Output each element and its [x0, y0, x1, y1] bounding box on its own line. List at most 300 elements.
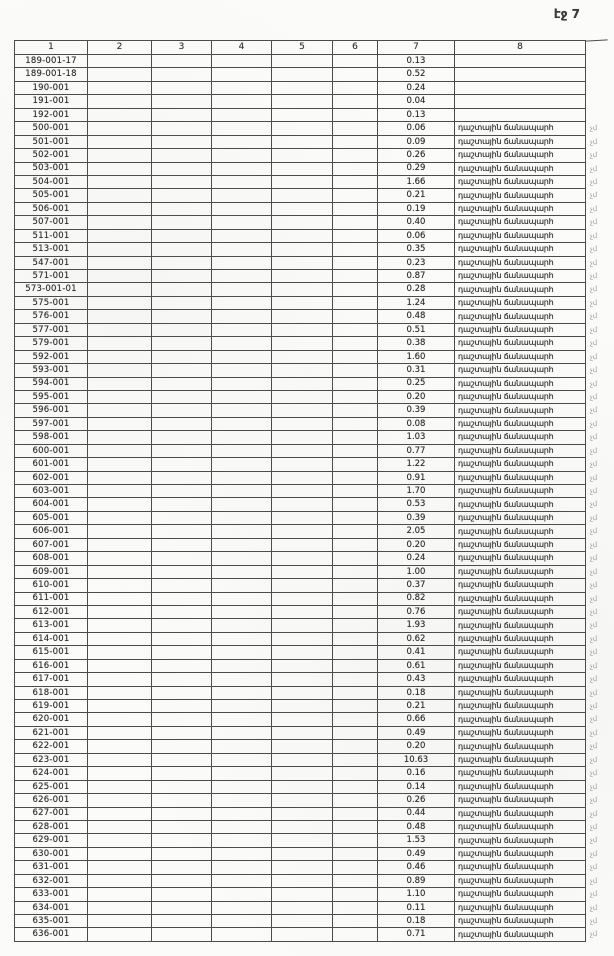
empty-cell: [333, 525, 378, 538]
empty-cell: [272, 700, 333, 713]
area-value: 0.13: [378, 55, 455, 68]
margin-mark: չմ: [589, 782, 598, 792]
empty-cell: [88, 848, 152, 861]
empty-cell: [152, 216, 212, 229]
margin-mark: չմ: [589, 231, 598, 241]
table-row: [14, 297, 608, 310]
empty-cell: [88, 337, 152, 350]
area-value: 0.48: [378, 310, 455, 323]
parcel-id: 605-001: [14, 512, 88, 525]
land-use-note: դաշտային ճանապարհ: [455, 888, 586, 901]
empty-cell: [333, 633, 378, 646]
land-use-note: [455, 82, 586, 95]
area-value: 0.37: [378, 579, 455, 592]
margin-mark: չմ: [589, 272, 598, 281]
land-use-note: դաշտային ճանապարհ: [455, 243, 586, 256]
table-row: [14, 230, 608, 243]
land-use-note: դաշտային ճանապարհ: [455, 163, 586, 176]
empty-cell: [272, 364, 333, 377]
column-header-8: 8: [455, 40, 586, 55]
empty-cell: [152, 848, 212, 861]
empty-cell: [88, 875, 152, 888]
empty-cell: [88, 888, 152, 901]
table-row: [14, 283, 608, 296]
empty-cell: [272, 512, 333, 525]
table-row: [14, 257, 608, 270]
empty-cell: [212, 619, 272, 632]
land-use-note: դաշտային ճանապարհ: [455, 297, 586, 310]
empty-cell: [88, 902, 152, 915]
area-value: 10.63: [378, 754, 455, 767]
margin-mark: չմ: [589, 178, 598, 187]
margin-mark: չմ: [589, 191, 598, 200]
area-value: 0.18: [378, 915, 455, 928]
table-row: [14, 68, 608, 81]
empty-cell: [152, 364, 212, 377]
empty-cell: [212, 781, 272, 794]
land-use-note: դաշտային ճանապարհ: [455, 176, 586, 189]
table-row: [14, 176, 608, 189]
column-header-3: 3: [152, 40, 212, 55]
margin-mark: չմ: [589, 890, 598, 899]
table-row: [14, 378, 608, 391]
parcel-id: 547-001: [14, 257, 88, 270]
table-row: [14, 391, 608, 404]
empty-cell: [88, 767, 152, 780]
empty-cell: [212, 378, 272, 391]
empty-cell: [272, 297, 333, 310]
margin-mark: չմ: [589, 930, 598, 940]
empty-cell: [88, 781, 152, 794]
parcel-id: 596-001: [14, 404, 88, 417]
empty-cell: [88, 633, 152, 646]
parcel-id: 626-001: [14, 794, 88, 807]
empty-cell: [333, 700, 378, 713]
area-value: 0.06: [378, 122, 455, 135]
empty-cell: [333, 646, 378, 659]
table-row: [14, 606, 608, 619]
area-value: 1.22: [378, 458, 455, 471]
empty-cell: [272, 834, 333, 847]
empty-cell: [88, 619, 152, 632]
empty-cell: [212, 539, 272, 552]
empty-cell: [333, 727, 378, 740]
empty-cell: [272, 109, 333, 122]
empty-cell: [272, 727, 333, 740]
land-use-note: դաշտային ճանապարհ: [455, 216, 586, 229]
empty-cell: [212, 646, 272, 659]
empty-cell: [333, 337, 378, 350]
empty-cell: [152, 767, 212, 780]
margin-mark: չմ: [589, 608, 598, 617]
margin-mark: չմ: [589, 473, 598, 483]
empty-cell: [272, 176, 333, 189]
empty-cell: [333, 458, 378, 471]
table-row: [14, 203, 608, 216]
margin-mark: չմ: [589, 917, 598, 926]
empty-cell: [88, 579, 152, 592]
table-row: [14, 364, 608, 377]
parcel-id: 604-001: [14, 498, 88, 511]
margin-mark: չմ: [589, 258, 598, 268]
margin-mark: չմ: [589, 325, 598, 335]
table-row: [14, 445, 608, 458]
land-use-note: դաշտային ճանապարհ: [455, 619, 586, 632]
empty-cell: [152, 673, 212, 686]
empty-cell: [333, 203, 378, 216]
land-use-note: դաշտային ճանապարհ: [455, 633, 586, 646]
empty-cell: [212, 216, 272, 229]
land-use-note: դաշտային ճանապարհ: [455, 404, 586, 417]
empty-cell: [88, 593, 152, 606]
empty-cell: [212, 391, 272, 404]
empty-cell: [212, 203, 272, 216]
parcel-id: 634-001: [14, 902, 88, 915]
empty-cell: [272, 68, 333, 81]
table-row: [14, 808, 608, 821]
empty-cell: [152, 593, 212, 606]
empty-cell: [333, 378, 378, 391]
table-row: [14, 767, 608, 780]
empty-cell: [272, 606, 333, 619]
empty-cell: [88, 754, 152, 767]
area-value: 0.26: [378, 149, 455, 162]
empty-cell: [212, 82, 272, 95]
column-header-1: 1: [14, 40, 88, 55]
parcel-id: 635-001: [14, 915, 88, 928]
empty-cell: [152, 861, 212, 874]
empty-cell: [333, 552, 378, 565]
parcel-id: 592-001: [14, 351, 88, 364]
empty-cell: [152, 579, 212, 592]
margin-mark: չմ: [589, 796, 598, 805]
empty-cell: [152, 539, 212, 552]
empty-cell: [272, 230, 333, 243]
empty-cell: [272, 136, 333, 149]
margin-mark: չմ: [589, 688, 598, 698]
empty-cell: [272, 458, 333, 471]
margin-mark: չմ: [589, 621, 598, 630]
empty-cell: [212, 324, 272, 337]
table-row: [14, 781, 608, 794]
land-use-note: դաշտային ճանապարհ: [455, 579, 586, 592]
parcel-id: 614-001: [14, 633, 88, 646]
table-row: [14, 310, 608, 323]
empty-cell: [212, 68, 272, 81]
margin-mark: չմ: [589, 554, 598, 563]
parcel-id: 612-001: [14, 606, 88, 619]
empty-cell: [272, 283, 333, 296]
empty-cell: [88, 230, 152, 243]
land-use-note: դաշտային ճանապարհ: [455, 861, 586, 874]
table-row: [14, 660, 608, 673]
table-row: [14, 646, 608, 659]
land-use-note: դաշտային ճանապարհ: [455, 794, 586, 807]
empty-cell: [88, 95, 152, 108]
empty-cell: [88, 512, 152, 525]
empty-cell: [333, 928, 378, 941]
empty-cell: [88, 525, 152, 538]
area-value: 0.23: [378, 257, 455, 270]
area-value: 0.09: [378, 136, 455, 149]
empty-cell: [88, 216, 152, 229]
area-value: 0.13: [378, 109, 455, 122]
empty-cell: [88, 351, 152, 364]
parcel-id: 191-001: [14, 95, 88, 108]
table-row: [14, 82, 608, 95]
land-use-note: [455, 68, 586, 81]
empty-cell: [333, 619, 378, 632]
empty-cell: [272, 189, 333, 202]
empty-cell: [272, 579, 333, 592]
empty-cell: [333, 754, 378, 767]
header-gutter: [586, 39, 609, 55]
land-use-note: դաշտային ճանապարհ: [455, 310, 586, 323]
empty-cell: [333, 431, 378, 444]
empty-cell: [212, 297, 272, 310]
empty-cell: [333, 566, 378, 579]
empty-cell: [152, 163, 212, 176]
area-value: 0.20: [378, 539, 455, 552]
empty-cell: [88, 552, 152, 565]
empty-cell: [333, 875, 378, 888]
area-value: 1.10: [378, 888, 455, 901]
area-value: 0.40: [378, 216, 455, 229]
margin-mark: չմ: [589, 218, 598, 227]
parcel-id: 636-001: [14, 928, 88, 941]
empty-cell: [272, 539, 333, 552]
area-value: 0.52: [378, 68, 455, 81]
land-use-note: դաշտային ճանապարհ: [455, 848, 586, 861]
empty-cell: [212, 163, 272, 176]
empty-cell: [212, 418, 272, 431]
parcel-id: 189-001-17: [14, 55, 88, 68]
empty-cell: [212, 875, 272, 888]
margin-mark: չմ: [589, 540, 598, 550]
empty-cell: [152, 297, 212, 310]
parcel-id: 615-001: [14, 646, 88, 659]
area-value: 0.76: [378, 606, 455, 619]
parcel-id: 613-001: [14, 619, 88, 632]
empty-cell: [333, 808, 378, 821]
area-value: 1.03: [378, 431, 455, 444]
empty-cell: [333, 660, 378, 673]
empty-cell: [333, 593, 378, 606]
empty-cell: [333, 418, 378, 431]
margin-mark: չմ: [589, 151, 598, 160]
table-row: [14, 821, 608, 834]
empty-cell: [272, 781, 333, 794]
empty-cell: [272, 418, 333, 431]
empty-cell: [272, 808, 333, 821]
empty-cell: [152, 700, 212, 713]
table-row: [14, 324, 608, 337]
empty-cell: [152, 270, 212, 283]
parcel-id: 575-001: [14, 297, 88, 310]
empty-cell: [212, 566, 272, 579]
parcel-id: 601-001: [14, 458, 88, 471]
margin-mark: չմ: [589, 823, 598, 832]
parcel-id: 507-001: [14, 216, 88, 229]
margin-mark: չմ: [589, 205, 598, 214]
empty-cell: [152, 283, 212, 296]
parcel-id: 501-001: [14, 136, 88, 149]
empty-cell: [212, 283, 272, 296]
empty-cell: [212, 136, 272, 149]
empty-cell: [212, 122, 272, 135]
empty-cell: [333, 216, 378, 229]
empty-cell: [88, 431, 152, 444]
empty-cell: [212, 794, 272, 807]
empty-cell: [212, 364, 272, 377]
empty-cell: [272, 378, 333, 391]
empty-cell: [88, 203, 152, 216]
empty-cell: [212, 445, 272, 458]
empty-cell: [152, 888, 212, 901]
empty-cell: [333, 472, 378, 485]
empty-cell: [88, 928, 152, 941]
parcel-id: 620-001: [14, 713, 88, 726]
margin-mark: չմ: [589, 514, 598, 523]
table-body: [14, 55, 608, 942]
parcel-id: 619-001: [14, 700, 88, 713]
area-value: 1.60: [378, 351, 455, 364]
area-value: 0.43: [378, 673, 455, 686]
area-value: 0.46: [378, 861, 455, 874]
empty-cell: [152, 740, 212, 753]
empty-cell: [152, 176, 212, 189]
area-value: 0.39: [378, 512, 455, 525]
empty-cell: [88, 149, 152, 162]
land-use-note: դաշտային ճանապարհ: [455, 378, 586, 391]
empty-cell: [88, 163, 152, 176]
land-use-note: դաշտային ճանապարհ: [455, 337, 586, 350]
table-row: [14, 95, 608, 108]
empty-cell: [152, 566, 212, 579]
land-use-note: դաշտային ճանապարհ: [455, 136, 586, 149]
empty-cell: [333, 767, 378, 780]
empty-cell: [212, 673, 272, 686]
margin-mark: չմ: [589, 863, 598, 872]
table-row: [14, 122, 608, 135]
column-header-4: 4: [212, 40, 272, 55]
margin-mark: չմ: [589, 379, 598, 389]
empty-cell: [333, 163, 378, 176]
table-row: [14, 351, 608, 364]
empty-cell: [152, 404, 212, 417]
empty-cell: [272, 270, 333, 283]
empty-cell: [333, 902, 378, 915]
empty-cell: [88, 606, 152, 619]
land-use-note: դաշտային ճանապարհ: [455, 230, 586, 243]
empty-cell: [212, 404, 272, 417]
parcel-id: 503-001: [14, 163, 88, 176]
margin-mark: չմ: [589, 648, 598, 657]
empty-cell: [212, 472, 272, 485]
table-row: [14, 875, 608, 888]
empty-cell: [152, 808, 212, 821]
empty-cell: [333, 713, 378, 726]
empty-cell: [152, 512, 212, 525]
empty-cell: [333, 55, 378, 68]
empty-cell: [152, 68, 212, 81]
empty-cell: [272, 861, 333, 874]
empty-cell: [88, 176, 152, 189]
empty-cell: [152, 781, 212, 794]
parcel-id: 593-001: [14, 364, 88, 377]
empty-cell: [333, 485, 378, 498]
empty-cell: [88, 418, 152, 431]
empty-cell: [272, 445, 333, 458]
empty-cell: [272, 875, 333, 888]
table-row: [14, 902, 608, 915]
land-use-note: դաշտային ճանապարհ: [455, 660, 586, 673]
empty-cell: [88, 646, 152, 659]
empty-cell: [333, 888, 378, 901]
area-value: 1.24: [378, 297, 455, 310]
empty-cell: [272, 754, 333, 767]
area-value: 0.21: [378, 700, 455, 713]
land-use-note: դաշտային ճանապարհ: [455, 673, 586, 686]
empty-cell: [152, 633, 212, 646]
empty-cell: [212, 606, 272, 619]
empty-cell: [88, 122, 152, 135]
land-use-note: դաշտային ճանապարհ: [455, 189, 586, 202]
empty-cell: [152, 351, 212, 364]
empty-cell: [88, 136, 152, 149]
empty-cell: [212, 498, 272, 511]
empty-cell: [272, 498, 333, 511]
empty-cell: [88, 673, 152, 686]
empty-cell: [152, 431, 212, 444]
empty-cell: [152, 821, 212, 834]
table-row: [14, 418, 608, 431]
margin-mark: չմ: [589, 850, 598, 859]
empty-cell: [152, 458, 212, 471]
empty-cell: [152, 915, 212, 928]
empty-cell: [88, 283, 152, 296]
empty-cell: [272, 888, 333, 901]
land-use-note: դաշտային ճանապարհ: [455, 525, 586, 538]
parcel-id: 504-001: [14, 176, 88, 189]
margin-mark: չմ: [589, 661, 598, 671]
table-row: [14, 472, 608, 485]
area-value: 0.20: [378, 740, 455, 753]
table-row: [14, 458, 608, 471]
empty-cell: [88, 68, 152, 81]
empty-cell: [152, 378, 212, 391]
empty-cell: [333, 848, 378, 861]
table-row: [14, 848, 608, 861]
empty-cell: [272, 391, 333, 404]
empty-cell: [272, 257, 333, 270]
empty-cell: [272, 82, 333, 95]
empty-cell: [333, 109, 378, 122]
empty-cell: [152, 552, 212, 565]
area-value: 0.39: [378, 404, 455, 417]
margin-mark: չմ: [589, 433, 598, 442]
empty-cell: [272, 660, 333, 673]
parcel-id: 606-001: [14, 525, 88, 538]
empty-cell: [152, 136, 212, 149]
parcel-id: 511-001: [14, 230, 88, 243]
parcel-id: 632-001: [14, 875, 88, 888]
empty-cell: [152, 203, 212, 216]
empty-cell: [272, 431, 333, 444]
table-row: [14, 740, 608, 753]
empty-cell: [212, 485, 272, 498]
land-use-note: դաշտային ճանապարհ: [455, 257, 586, 270]
